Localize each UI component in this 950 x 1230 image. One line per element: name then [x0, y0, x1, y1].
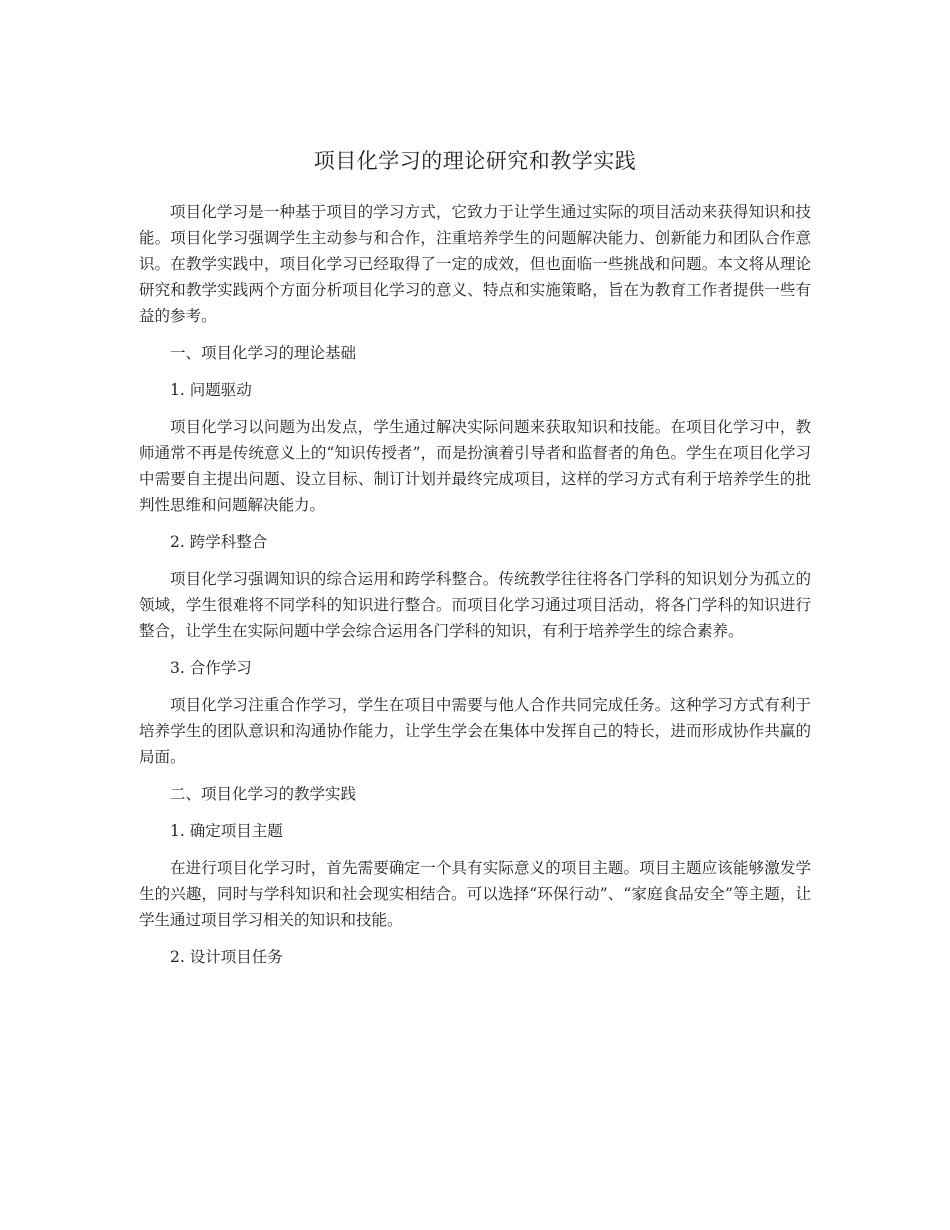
section-heading-theory: 一、项目化学习的理论基础: [170, 344, 357, 362]
section-heading-practice: 二、项目化学习的教学实践: [170, 785, 357, 803]
intro-paragraph: 项目化学习是一种基于项目的学习方式，它致力于让学生通过实际的项目活动来获得知识和技能。项目化学习强调学生主动参与和合作，注重培养学生的问题解决能力、创新能力和团队合作意识。在教学实践中，项目化学习已经取得了一定的成效，但也面临一些挑战和问题。本文将从理论研究和教学实践两个方面分析项目化学习的意义、特点和实施策略，旨在为教育工作者提供一些有益的参考。: [139, 203, 811, 325]
subheading-project-tasks: 2. 设计项目任务: [170, 948, 283, 966]
subheading-interdisciplinary: 2. 跨学科整合: [170, 533, 268, 551]
document-title: 项目化学习的理论研究和教学实践: [313, 149, 637, 173]
subheading-project-theme: 1. 确定项目主题: [170, 822, 283, 840]
paragraph-problem-driven: 项目化学习以问题为出发点，学生通过解决实际问题来获取知识和技能。在项目化学习中，教师通常不再是传统意义上的“知识传授者”，而是扮演着引导者和监督者的角色。学生在项目化学习中需要自主提出问题、设立目标、制订计划并最终完成项目，这样的学习方式有利于培养学生的批判性思维和问题解决能力。: [139, 418, 811, 514]
subheading-problem-driven: 1. 问题驱动: [170, 381, 252, 399]
subheading-cooperative-learning: 3. 合作学习: [170, 659, 252, 677]
paragraph-interdisciplinary: 项目化学习强调知识的综合运用和跨学科整合。传统教学往往将各门学科的知识划分为孤立的领域，学生很难将不同学科的知识进行整合。而项目化学习通过项目活动，将各门学科的知识进行整合，让学生在实际问题中学会综合运用各门学科的知识，有利于培养学生的综合素养。: [139, 570, 811, 640]
document-body: [139, 199, 811, 981]
paragraph-project-theme: 在进行项目化学习时，首先需要确定一个具有实际意义的项目主题。项目主题应该能够激发学生的兴趣，同时与学科知识和社会现实相结合。可以选择“环保行动”、“家庭食品安全”等主题，让学生通过项目学习相关的知识和技能。: [139, 859, 811, 929]
paragraph-cooperative-learning: 项目化学习注重合作学习，学生在项目中需要与他人合作共同完成任务。这种学习方式有利于培养学生的团队意识和沟通协作能力，让学生学会在集体中发挥自己的特长，进而形成协作共赢的局面。: [139, 696, 811, 766]
